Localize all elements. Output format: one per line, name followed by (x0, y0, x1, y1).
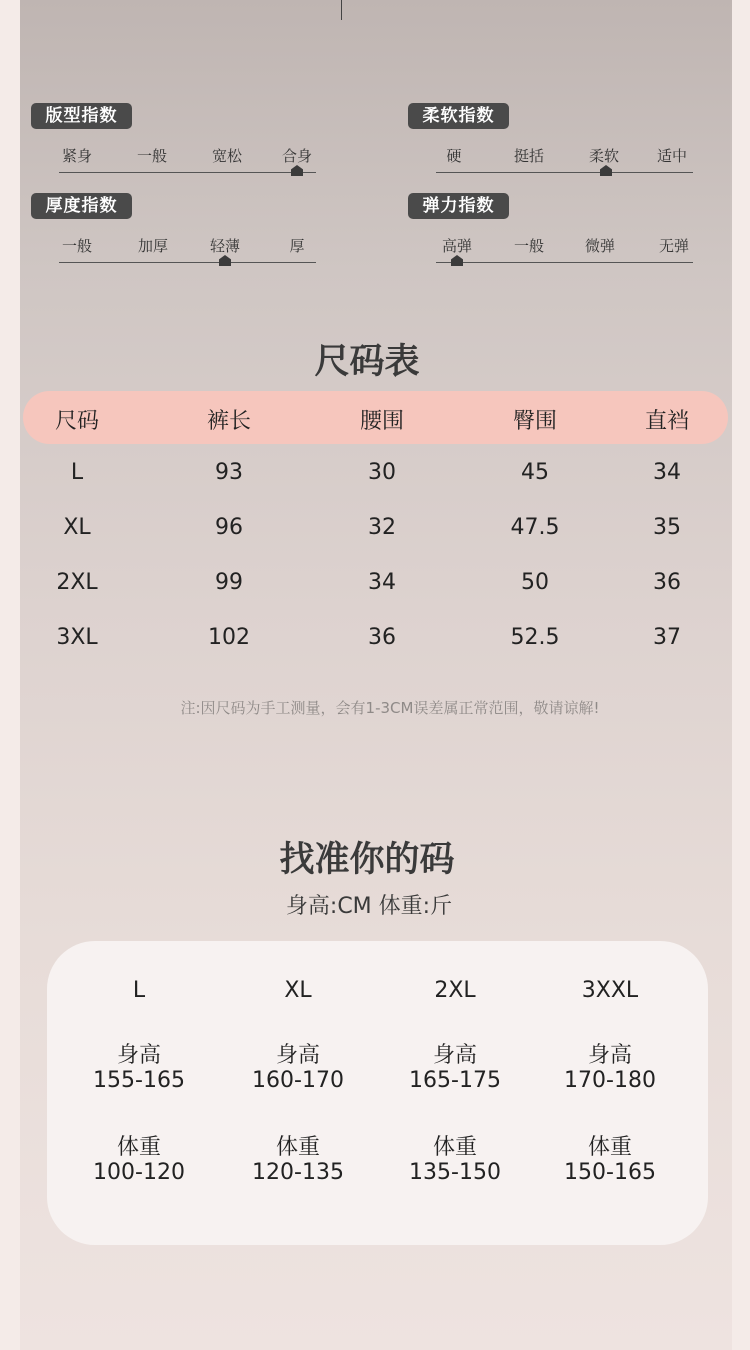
fit-guide-title: 找准你的码 (279, 840, 455, 880)
table-cell: 3XL (56, 625, 98, 650)
table-cell: 30 (368, 460, 396, 485)
index-scale-line (436, 262, 693, 263)
index-title: 厚度指数 (31, 193, 132, 219)
weight-range: 135-150 (409, 1160, 501, 1185)
table-cell: 34 (653, 460, 681, 485)
weight-range: 150-165 (564, 1160, 656, 1185)
index-option: 紧身 (61, 147, 93, 165)
height-label: 身高 (432, 1043, 477, 1068)
fit-size-label: XL (284, 978, 312, 1003)
height-label: 身高 (275, 1043, 320, 1068)
fit-guide-subtitle: 身高:CM 体重:斤 (285, 894, 453, 919)
header-cell: 尺码 (54, 409, 100, 434)
index-option: 一般 (513, 237, 545, 255)
table-cell: 34 (368, 570, 396, 595)
table-row (0, 570, 750, 610)
height-range: 170-180 (564, 1068, 656, 1093)
fit-size-label: L (132, 978, 146, 1003)
fit-guide-card (47, 941, 708, 1245)
index-option: 高弹 (441, 237, 473, 255)
table-row (0, 625, 750, 665)
weight-label: 体重 (587, 1135, 632, 1160)
measurement-note: 注:因尺码为手工测量，会有1-3CM误差属正常范围，敬请谅解! (180, 699, 600, 717)
index-option: 轻薄 (209, 237, 241, 255)
weight-label: 体重 (275, 1135, 320, 1160)
table-cell: 36 (653, 570, 681, 595)
softness-index (408, 103, 688, 183)
top-divider (341, 0, 342, 20)
index-option: 柔软 (588, 147, 620, 165)
header-cell: 腰围 (359, 409, 405, 434)
table-row (0, 460, 750, 500)
weight-range: 100-120 (93, 1160, 185, 1185)
weight-label: 体重 (116, 1135, 161, 1160)
index-option: 无弹 (658, 237, 690, 255)
table-cell: 52.5 (510, 625, 560, 650)
table-cell: 96 (215, 515, 243, 540)
index-option: 微弹 (584, 237, 616, 255)
table-cell: XL (63, 515, 91, 540)
height-label: 身高 (116, 1043, 161, 1068)
height-range: 165-175 (409, 1068, 501, 1093)
height-range: 160-170 (252, 1068, 344, 1093)
index-option: 加厚 (137, 237, 169, 255)
index-option: 合身 (281, 147, 313, 165)
thickness-index (31, 193, 305, 273)
index-option: 一般 (61, 237, 93, 255)
index-scale-line (59, 172, 316, 173)
table-cell: 32 (368, 515, 396, 540)
table-cell: 45 (521, 460, 549, 485)
size-table-header (23, 391, 728, 444)
table-cell: 35 (653, 515, 681, 540)
table-cell: L (70, 460, 84, 485)
index-option: 厚 (289, 237, 305, 255)
table-row (0, 515, 750, 555)
weight-label: 体重 (432, 1135, 477, 1160)
table-cell: 36 (368, 625, 396, 650)
weight-range: 120-135 (252, 1160, 344, 1185)
fit-index (31, 103, 313, 183)
table-cell: 47.5 (510, 515, 560, 540)
header-cell: 直裆 (644, 409, 690, 434)
index-option: 一般 (136, 147, 168, 165)
fit-size-label: 2XL (434, 978, 476, 1003)
table-cell: 2XL (56, 570, 98, 595)
header-cell: 臀围 (512, 409, 558, 434)
header-cell: 裤长 (206, 409, 252, 434)
table-cell: 50 (521, 570, 549, 595)
table-cell: 99 (215, 570, 243, 595)
index-option: 挺括 (513, 147, 545, 165)
table-cell: 93 (215, 460, 243, 485)
height-range: 155-165 (93, 1068, 185, 1093)
index-title: 柔软指数 (408, 103, 509, 129)
fit-size-label: 3XXL (581, 978, 639, 1003)
index-scale-line (436, 172, 693, 173)
index-option: 硬 (446, 147, 462, 165)
elasticity-index (408, 193, 690, 273)
height-label: 身高 (587, 1043, 632, 1068)
index-marker-icon (451, 255, 463, 266)
index-scale-line (59, 262, 316, 263)
table-cell: 37 (653, 625, 681, 650)
index-title: 版型指数 (31, 103, 132, 129)
index-option: 宽松 (211, 147, 243, 165)
table-cell: 102 (208, 625, 250, 650)
size-table-title: 尺码表 (314, 342, 420, 382)
index-title: 弹力指数 (408, 193, 509, 219)
index-marker-icon (219, 255, 231, 266)
index-marker-icon (600, 165, 612, 176)
index-option: 适中 (656, 147, 688, 165)
